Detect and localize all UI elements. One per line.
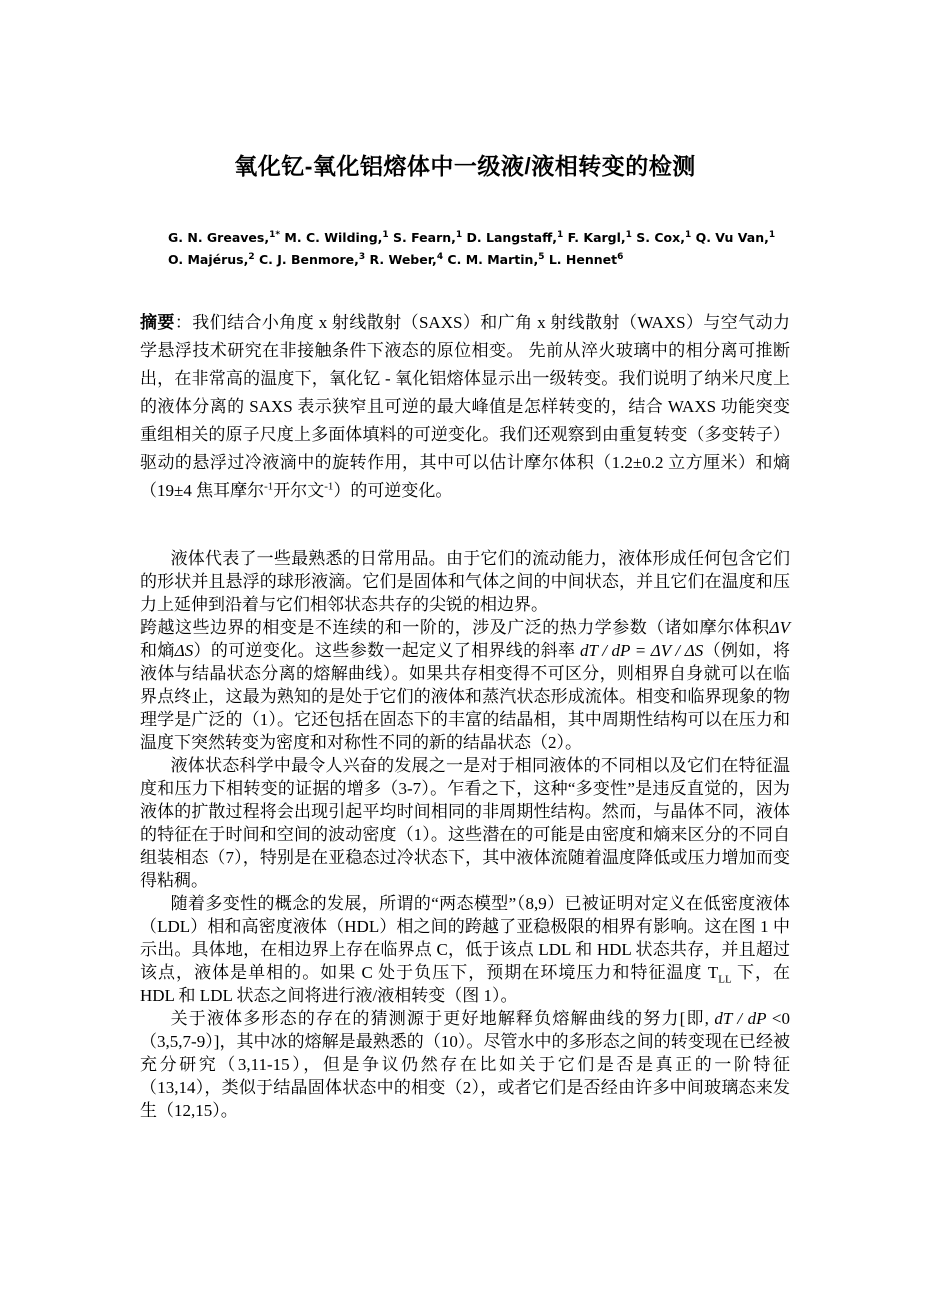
text-run: dT / dP: [714, 1009, 767, 1028]
paragraph: [140, 1007, 790, 1122]
superscript: 1: [625, 229, 632, 240]
text-run: 关于液体多形态的存在的猜测源于更好地解释负熔解曲线的努力[即,: [170, 1009, 715, 1028]
text-run: 液体状态科学中最令人兴奋的发展之一是对于相同液体的不同相以及它们在特征温度和压力下相转变的证据的增多（3-7）。乍看之下，这种“多变性”是违反直觉的，因为液体的扩散过程将会出现引起平均时间相同的非周期性结构。然而，与晶体不同，液体的特征在于时间和空间的波动密度（1）。这些潜在的可能是由密度和熵来区分的不同自组装相态（7），特别是在亚稳态过冷状态下，其中液体流随着温度降低或压力增加而变得粘稠。: [140, 756, 790, 890]
text-run: S. Fearn,: [388, 230, 456, 245]
superscript: 5: [538, 251, 545, 262]
body-paragraphs: [140, 547, 790, 1122]
text-run: 开尔文: [273, 481, 325, 500]
text-run: ΔV: [769, 618, 790, 637]
author-list: [140, 227, 790, 271]
text-run: S. Cox,: [631, 230, 685, 245]
text-run: ΔS: [174, 641, 194, 660]
text-run: R. Weber,: [365, 252, 437, 267]
text-run: F. Kargl,: [563, 230, 626, 245]
superscript: 1: [684, 229, 692, 240]
text-run: Q. Vu Van,: [691, 230, 769, 245]
superscript: -1: [324, 480, 334, 493]
superscript: 1: [768, 229, 776, 240]
subscript: LL: [718, 973, 732, 986]
text-run: ：我们结合小角度 x 射线散射（SAXS）和广角 x 射线散射（WAXS）与空气动力学悬浮技术研究在非接触条件下液态的原位相变。 先前从淬火玻璃中的相分离可推断出，在非常高的温度下，氧化钇 - 氧化铝熔体显示出一级转变。我们说明了纳米尺度上的液体分离的 SAXS 表示狭窄且可逆的最大峰值是怎样转变的，结合 WAXS 功能突变重组相关的原子尺度上多面体填料的可逆变化。我们还观察到由重复转变（多变转子）驱动的悬浮过冷液滴中的旋转作用，其中可以估计摩尔体积（1.2±0.2 立方厘米）和熵（19±4 焦耳摩尔: [140, 313, 790, 500]
text-run: G. N. Greaves,: [168, 230, 270, 245]
text-run: 随着多变性的概念的发展，所谓的“两态模型”（8,9）已被证明对定义在低密度液体（LDL）相和高密度液体（HDL）相之间的跨越了亚稳极限的相界有影响。这在图 1 中示出。具体地，在相边界上存在临界点 C，低于该点 LDL 和 HDL 状态共存，并且超过该点，液体是单相的。如果 C 处于负压下，预期在环境压力和特征温度 T: [140, 894, 790, 982]
text-run: C. J. Benmore,: [254, 252, 359, 267]
text-run: （例如，将液体与结晶状态分离的熔解曲线）。如果共存相变得不可区分，则相界自身就可以在临界点终止，这最为熟知的是处于它们的液体和蒸汽状态形成流体。相变和临界现象的物理学是广泛的（1）。它还包括在固态下的丰富的结晶相，其中周期性结构可以在压力和温度下突然转变为密度和对称性不同的新的结晶状态（2）。: [140, 641, 791, 752]
abstract-paragraph: [140, 309, 790, 505]
superscript: 1: [455, 229, 463, 240]
text-run: 下，在 HDL 和 LDL 状态之间将进行液/液相转变（图 1）。: [140, 963, 790, 1005]
text-run: <0（3,5,7-9）]，其中冰的熔解是最熟悉的（10）。尽管水中的多形态之间的转变现在已经被充分研究（3,11-15），但是争议仍然存在比如关于它们是否是真正的一阶特征（13,14），类似于结晶固体状态中的相变（2），或者它们是否经由许多中间玻璃态来发生（12,15）。: [140, 1009, 790, 1120]
text-run: C. M. Martin,: [443, 252, 539, 267]
text-run: L. Hennet: [544, 252, 618, 267]
superscript: 1: [556, 229, 564, 240]
superscript: 3: [358, 251, 366, 262]
superscript: -1: [264, 480, 274, 493]
text-run: 跨越这些边界的相变是不连续的和一阶的，涉及广泛的热力学参数（诸如摩尔体积: [140, 618, 770, 637]
superscript: 4: [436, 251, 444, 262]
text-run: M. C. Wilding,: [280, 230, 383, 245]
superscript: 2: [248, 251, 255, 262]
paragraph: [140, 754, 790, 892]
text-run: ）的可逆变化。这些参数一起定义了相界线的斜率: [193, 641, 580, 660]
text-run: dT / dP = ΔV / ΔS: [579, 641, 704, 660]
text-run: ）的可逆变化。: [333, 481, 453, 500]
paragraph: [140, 616, 790, 754]
text-run: 液体代表了一些最熟悉的日常用品。由于它们的流动能力，液体形成任何包含它们的形状并且悬浮的球形液滴。它们是固体和气体之间的中间状态，并且它们在温度和压力上延伸到沿着与它们相邻状态共存的尖锐的相边界。: [140, 549, 790, 614]
author-line: [168, 227, 790, 249]
text-run: O. Majérus,: [168, 252, 249, 267]
paragraph: [140, 547, 790, 616]
text-run: 和熵: [140, 641, 175, 660]
superscript: 6: [617, 251, 624, 262]
text-run: 摘要: [140, 313, 175, 332]
paragraph: [140, 892, 790, 1007]
text-run: D. Langstaff,: [462, 230, 557, 245]
superscript: 1*: [269, 229, 281, 240]
paper-title: 氧化钇-氧化铝熔体中一级液/液相转变的检测: [234, 153, 696, 179]
superscript: 1: [382, 229, 389, 240]
author-line: [168, 249, 790, 271]
